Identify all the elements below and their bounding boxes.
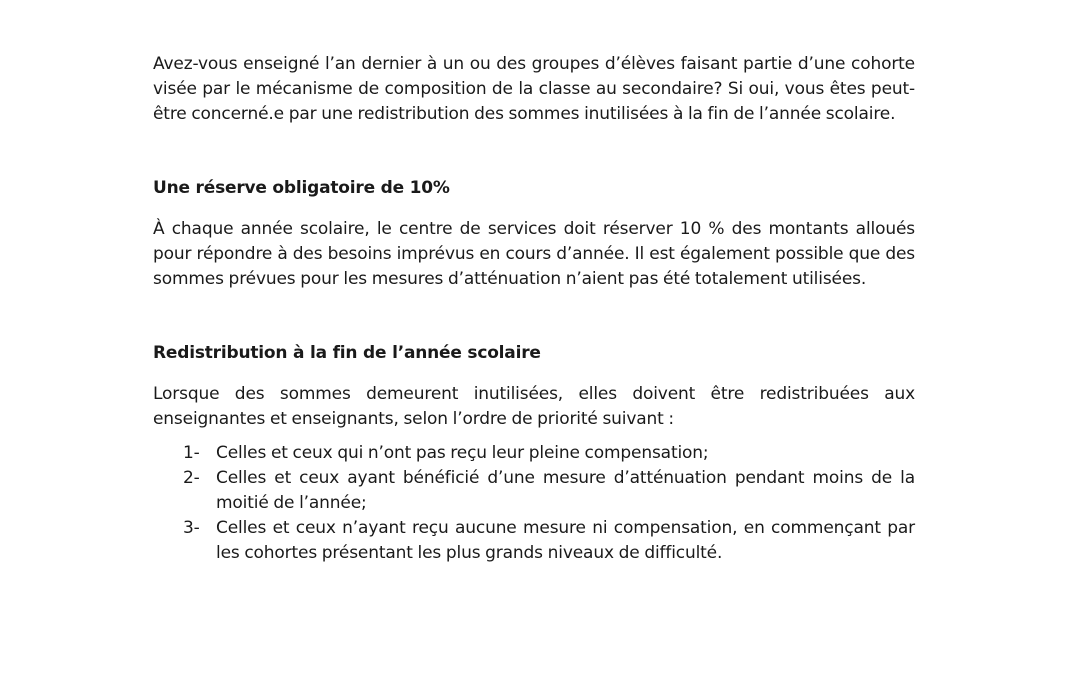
list-item-number: 1-	[183, 443, 200, 463]
intro-paragraph: Avez-vous enseigné l’an dernier à un ou des groupes d’élèves faisant partie d’une cohorte visée par le mécanisme de composition de la classe au secondaire? Si oui, vous êtes peut-être concerné.e par une redistribution des sommes inutilisées à la fin de l’année scolaire.	[153, 54, 915, 124]
priority-list	[153, 441, 915, 566]
list-item	[153, 441, 915, 466]
list-item-text: Celles et ceux ayant bénéficié d’une mesure d’atténuation pendant moins de la moitié de l’année;	[216, 468, 915, 513]
list-item-text: Celles et ceux qui n’ont pas reçu leur pleine compensation;	[216, 443, 709, 463]
section-heading-redistribution: Redistribution à la fin de l’année scolaire	[153, 343, 541, 363]
section-heading-reserve: Une réserve obligatoire de 10%	[153, 178, 450, 198]
list-item-number: 3-	[183, 518, 200, 538]
redistribution-paragraph: Lorsque des sommes demeurent inutilisées, elles doivent être redistribuées aux enseignantes et enseignants, selon l’ordre de priorité suivant :	[153, 384, 915, 429]
document-page	[153, 52, 915, 566]
list-item-text: Celles et ceux n’ayant reçu aucune mesure ni compensation, en commençant par les cohortes présentant les plus grands niveaux de difficulté.	[216, 518, 915, 563]
list-item	[153, 516, 915, 566]
reserve-paragraph: À chaque année scolaire, le centre de services doit réserver 10 % des montants alloués pour répondre à des besoins imprévus en cours d’année. Il est également possible que des sommes prévues pour les mesures d’atténuation n’aient pas été totalement utilisées.	[153, 219, 915, 289]
list-item-number: 2-	[183, 468, 200, 488]
list-item	[153, 466, 915, 516]
